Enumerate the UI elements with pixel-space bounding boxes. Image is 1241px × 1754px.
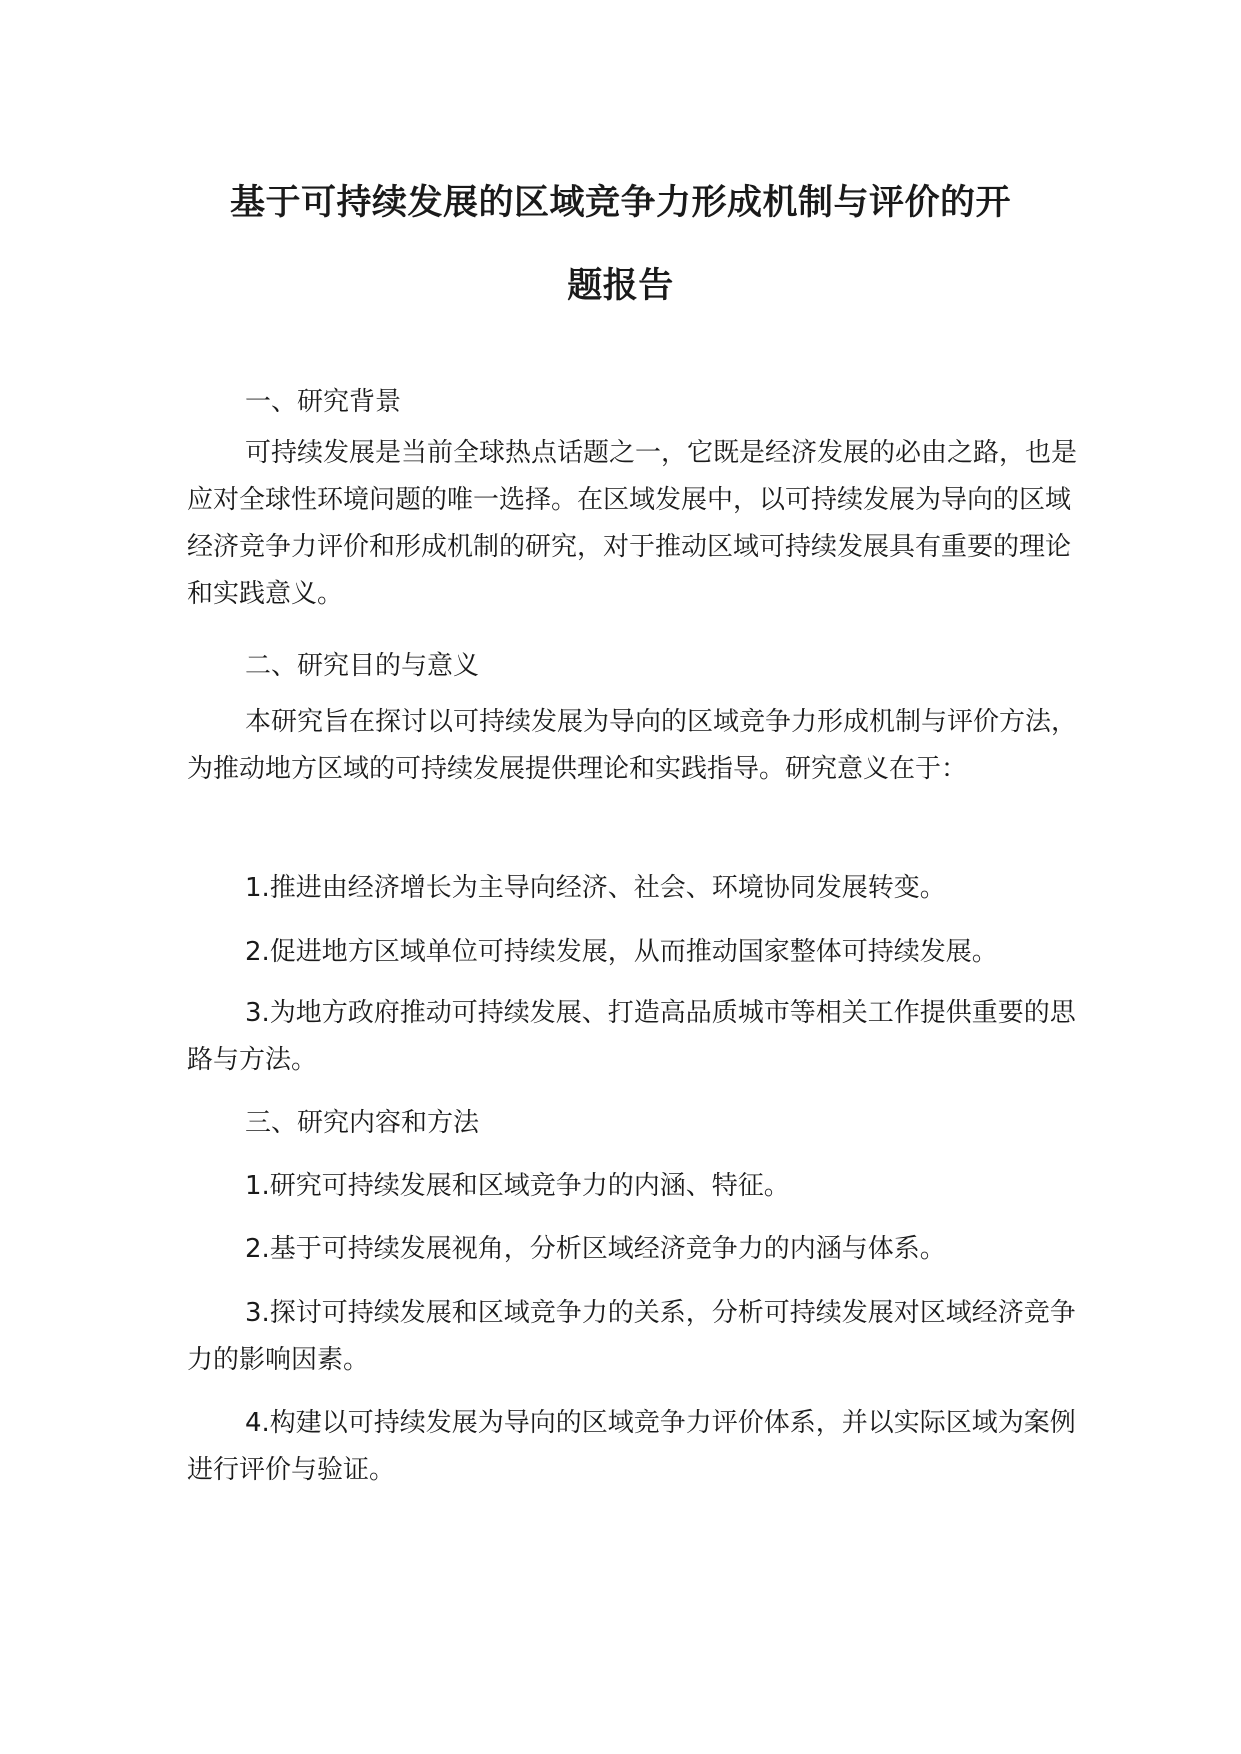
list-item-purpose-2: 2.促进地方区域单位可持续发展，从而推动国家整体可持续发展。 bbox=[245, 937, 998, 967]
list-item-content-4: 4.构建以可持续发展为导向的区域竞争力评价体系，并以实际区域为案例进行评价与验证。 bbox=[187, 1408, 1076, 1485]
document-title-line-1: 基于可持续发展的区域竞争力形成机制与评价的开 bbox=[229, 183, 1011, 223]
paragraph-purpose-intro: 本研究旨在探讨以可持续发展为导向的区域竞争力形成机制与评价方法，为推动地方区域的可持续发展提供理论和实践指导。研究意义在于： bbox=[187, 707, 1078, 784]
document-title-line-2: 题报告 bbox=[567, 266, 674, 306]
list-item-content-3: 3.探讨可持续发展和区域竞争力的关系，分析可持续发展对区域经济竞争力的影响因素。 bbox=[187, 1298, 1076, 1375]
section-heading-purpose: 二、研究目的与意义 bbox=[245, 651, 480, 681]
list-item-content-1: 1.研究可持续发展和区域竞争力的内涵、特征。 bbox=[245, 1171, 790, 1201]
list-item-content-2: 2.基于可持续发展视角，分析区域经济竞争力的内涵与体系。 bbox=[245, 1234, 946, 1264]
list-item-purpose-1: 1.推进由经济增长为主导向经济、社会、环境协同发展转变。 bbox=[245, 873, 946, 903]
section-heading-content: 三、研究内容和方法 bbox=[245, 1108, 480, 1138]
section-heading-background: 一、研究背景 bbox=[245, 387, 402, 417]
list-item-purpose-3: 3.为地方政府推动可持续发展、打造高品质城市等相关工作提供重要的思路与方法。 bbox=[187, 998, 1076, 1075]
paragraph-background: 可持续发展是当前全球热点话题之一，它既是经济发展的必由之路，也是应对全球性环境问题的唯一选择。在区域发展中，以可持续发展为导向的区域经济竞争力评价和形成机制的研究，对于推动区域可持续发展具有重要的理论和实践意义。 bbox=[187, 438, 1078, 609]
